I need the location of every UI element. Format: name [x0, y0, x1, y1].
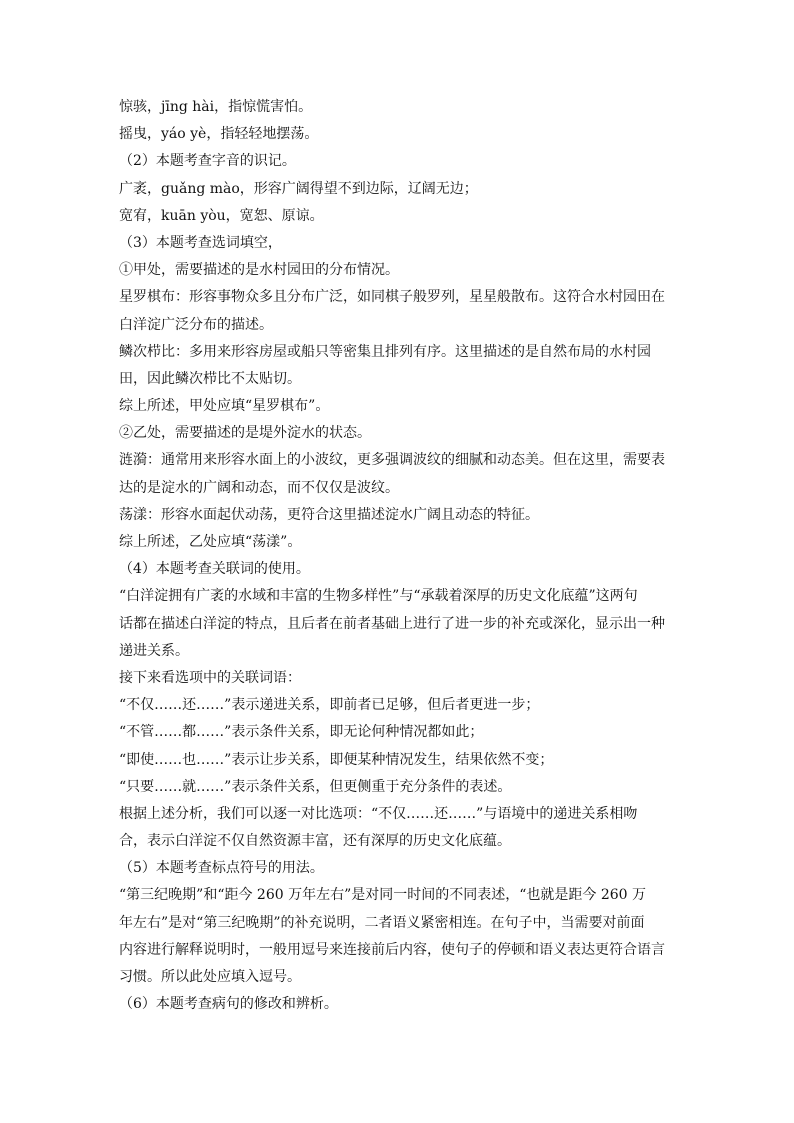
- text-line: 星罗棋布：形容事物众多且分布广泛，如同棋子般罗列，星星般散布。这符合水村园田在: [119, 289, 665, 306]
- text-line: ①甲处，需要描述的是水村园田的分布情况。: [119, 262, 399, 279]
- text-line: 根据上述分析，我们可以逐一对比选项：“不仅……还……”与语境中的递进关系相吻: [119, 805, 638, 822]
- text-line: 接下来看选项中的关联词语：: [119, 669, 301, 686]
- text-line: 达的是淀水的广阔和动态，而不仅仅是波纹。: [119, 479, 399, 496]
- text-line: 田，因此鳞次栉比不太贴切。: [119, 370, 301, 387]
- text-line: 惊骇，jīng hài，指惊慌害怕。: [119, 99, 313, 115]
- text-line: （4）本题考查关联词的使用。: [119, 561, 310, 578]
- text-line: “白洋淀拥有广袤的水域和丰富的生物多样性”与“承载着深厚的历史文化底蕴”这两句: [119, 588, 638, 605]
- text-line: “不管……都……”表示条件关系，即无论何种情况都如此；: [119, 724, 484, 741]
- text-line: （2）本题考查字音的识记。: [119, 153, 296, 170]
- text-line: 综上所述，甲处应填“星罗棋布”。: [119, 398, 330, 415]
- text-line: 荡漾：形容水面起伏动荡，更符合这里描述淀水广阔且动态的特征。: [119, 506, 539, 523]
- text-line: （6）本题考查病句的修改和辨析。: [119, 996, 338, 1013]
- text-line: 摇曳，yáo yè，指轻轻地摆荡。: [119, 126, 319, 143]
- text-line: 鳞次栉比：多用来形容房屋或船只等密集且排列有序。这里描述的是自然布局的水村园: [119, 343, 651, 360]
- document-page: [119, 94, 679, 1018]
- text-line: “第三纪晚期”和“距今 260 万年左右”是对同一时间的不同表述，“也就是距今 260 万: [119, 887, 647, 904]
- text-line: 话都在描述白洋淀的特点，且后者在前者基础上进行了进一步的补充或深化，显示出一种: [119, 615, 665, 632]
- text-line: 习惯。所以此处应填入逗号。: [119, 969, 301, 985]
- text-line: 合，表示白洋淀不仅自然资源丰富，还有深厚的历史文化底蕴。: [119, 833, 511, 850]
- text-line: “即使……也……”表示让步关系，即便某种情况发生，结果依然不变；: [119, 751, 554, 768]
- text-line: “只要……就……”表示条件关系，但更侧重于充分条件的表述。: [119, 778, 512, 795]
- text-line: （5）本题考查标点符号的用法。: [119, 860, 324, 877]
- text-line: 综上所述，乙处应填“荡漾”。: [119, 534, 302, 550]
- text-line: （3）本题考查选词填空，: [119, 234, 282, 251]
- text-line: 涟漪：通常用来形容水面上的小波纹，更多强调波纹的细腻和动态美。但在这里，需要表: [119, 452, 665, 469]
- text-line: 递进关系。: [119, 642, 189, 659]
- text-line: 广袤，guǎng mào，形容广阔得望不到边际，辽阔无边；: [119, 180, 478, 197]
- text-line: ②乙处，需要描述的是堤外淀水的状态。: [119, 425, 371, 442]
- text-line: 宽宥，kuān yòu，宽恕、原谅。: [119, 207, 324, 224]
- text-line: 白洋淀广泛分布的描述。: [119, 316, 273, 333]
- text-line: 年左右”是对“第三纪晚期”的补充说明，二者语义紧密相连。在句子中，当需要对前面: [119, 914, 645, 931]
- text-line: 内容进行解释说明时，一般用逗号来连接前后内容，使句子的停顿和语义表达更符合语言: [119, 941, 665, 958]
- text-line: “不仅……还……”表示递进关系，即前者已足够，但后者更进一步；: [119, 697, 540, 714]
